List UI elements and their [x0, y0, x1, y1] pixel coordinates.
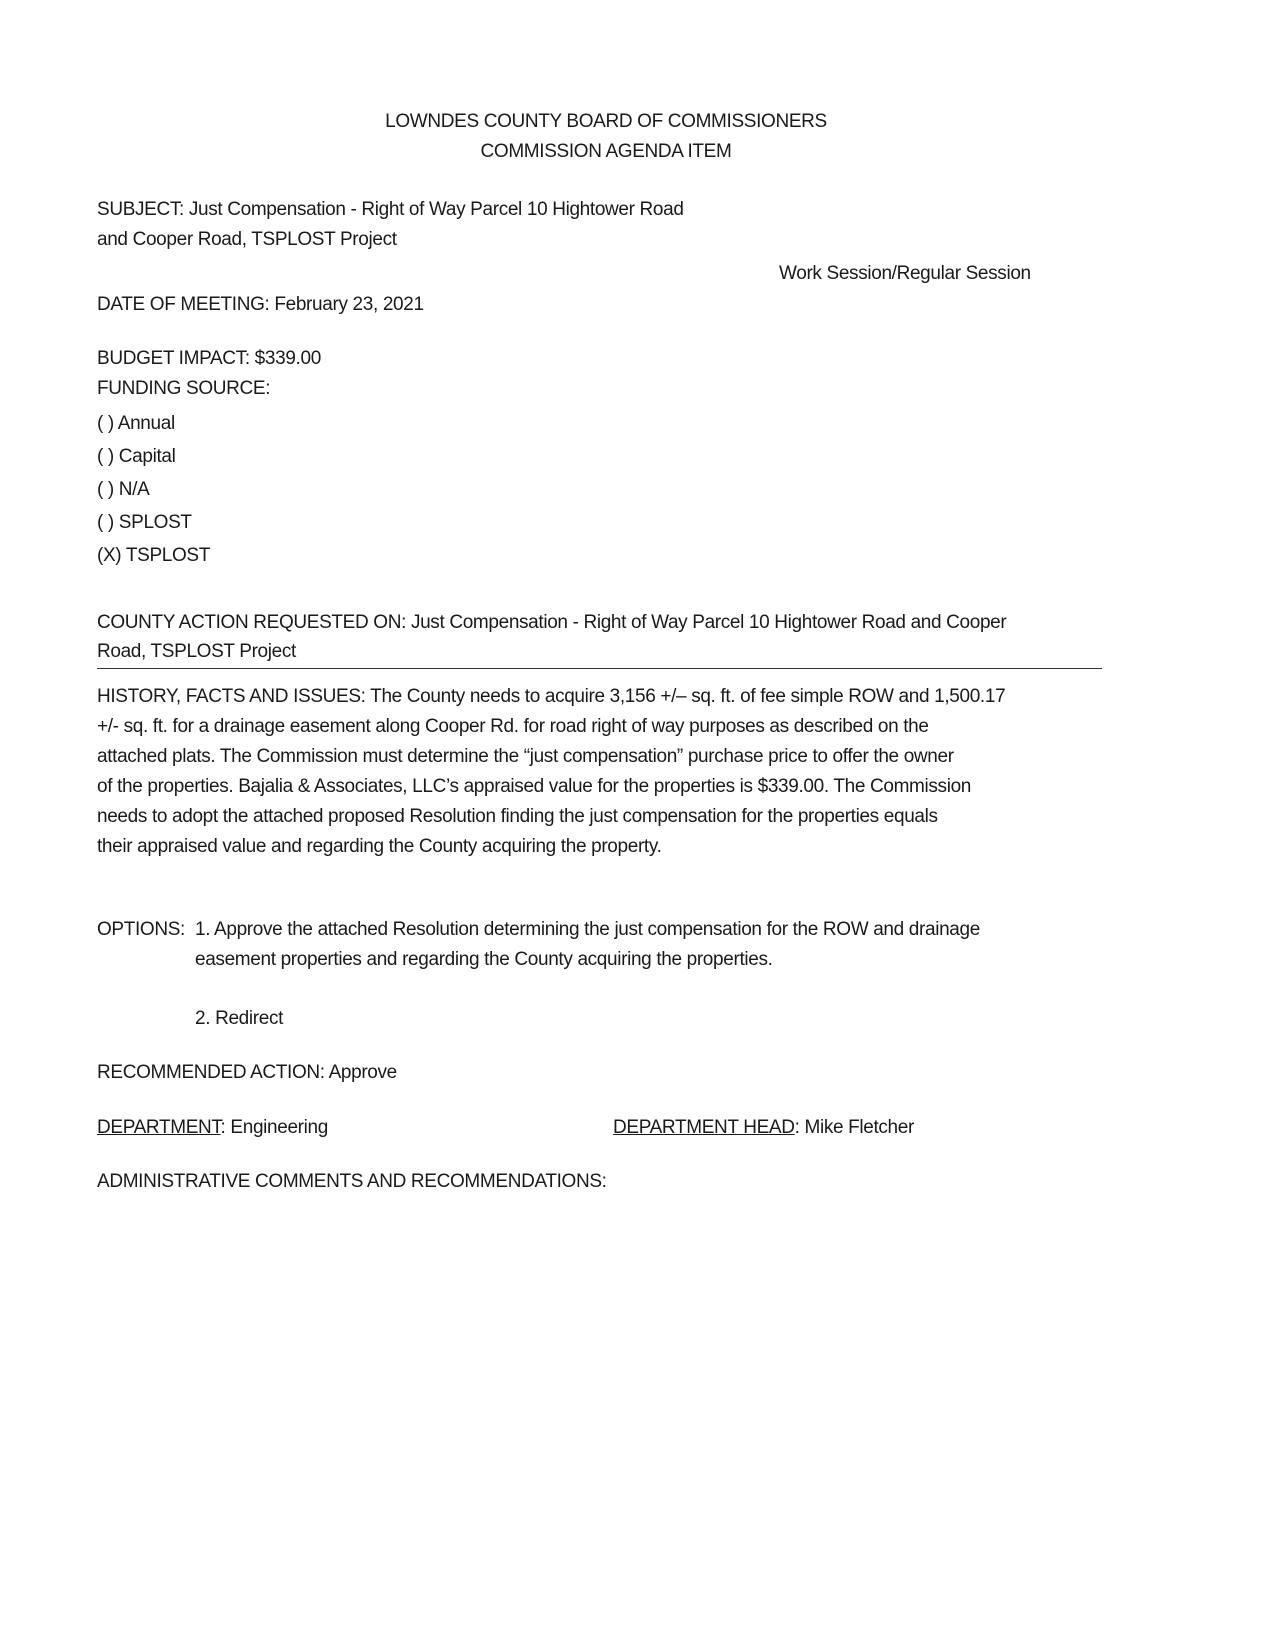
funding-option-capital: ( ) Capital	[97, 446, 176, 467]
subject-line-1: SUBJECT: Just Compensation - Right of Way Parcel 10 Hightower Road	[97, 199, 684, 220]
department-head	[613, 1117, 914, 1139]
county-action-line-1: COUNTY ACTION REQUESTED ON: Just Compensation - Right of Way Parcel 10 Hightower Road and Cooper	[97, 612, 1007, 633]
funding-option-splost: ( ) SPLOST	[97, 512, 192, 533]
budget-impact: BUDGET IMPACT: $339.00	[97, 348, 321, 369]
history-line: their appraised value and regarding the County acquiring the property.	[97, 836, 662, 857]
session-type: Work Session/Regular Session	[779, 263, 1031, 284]
county-action-line-2: Road, TSPLOST Project	[97, 641, 296, 662]
admin-comments-label: ADMINISTRATIVE COMMENTS AND RECOMMENDATIONS:	[97, 1171, 607, 1192]
funding-option-tsplost: (X) TSPLOST	[97, 545, 210, 566]
department	[97, 1117, 328, 1139]
section-divider	[97, 668, 1102, 669]
funding-option-annual: ( ) Annual	[97, 413, 175, 434]
recommended-action: RECOMMENDED ACTION: Approve	[97, 1062, 397, 1083]
option-1-line-2: easement properties and regarding the County acquiring the properties.	[195, 949, 773, 970]
option-1-line-1: 1. Approve the attached Resolution determining the just compensation for the ROW and drainage	[195, 919, 980, 940]
funding-option-na: ( ) N/A	[97, 479, 150, 500]
department-head-value: : Mike Fletcher	[794, 1117, 914, 1138]
history-line: +/- sq. ft. for a drainage easement along Cooper Rd. for road right of way purposes as described on the	[97, 716, 929, 737]
history-line: HISTORY, FACTS AND ISSUES: The County needs to acquire 3,156 +/– sq. ft. of fee simple ROW and 1,500.17	[97, 686, 1006, 707]
document-subtitle: COMMISSION AGENDA ITEM	[480, 141, 732, 162]
subject-line-2: and Cooper Road, TSPLOST Project	[97, 229, 397, 250]
option-2: 2. Redirect	[195, 1008, 284, 1029]
history-line: needs to adopt the attached proposed Resolution finding the just compensation for the properties equals	[97, 806, 938, 827]
document-title: LOWNDES COUNTY BOARD OF COMMISSIONERS	[385, 111, 827, 132]
funding-source-label: FUNDING SOURCE:	[97, 378, 271, 399]
options-label: OPTIONS:	[97, 919, 185, 940]
history-line: of the properties. Bajalia & Associates, LLC’s appraised value for the properties is $339.00. The Commission	[97, 776, 971, 797]
date-of-meeting: DATE OF MEETING: February 23, 2021	[97, 294, 424, 315]
history-line: attached plats. The Commission must determine the “just compensation” purchase price to offer the owner	[97, 746, 954, 767]
department-label: DEPARTMENT	[97, 1117, 221, 1138]
department-value: : Engineering	[220, 1117, 328, 1138]
department-head-label: DEPARTMENT HEAD	[613, 1117, 795, 1138]
